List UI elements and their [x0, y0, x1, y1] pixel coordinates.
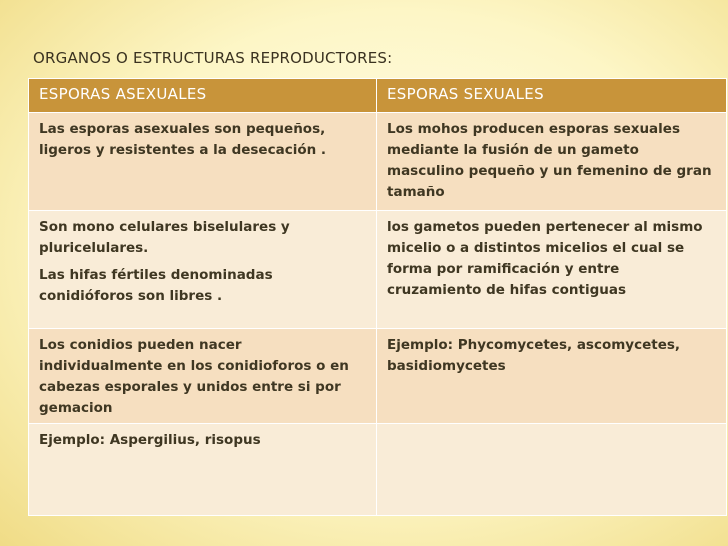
table-cell-sexual — [377, 211, 727, 329]
table-row — [29, 329, 727, 424]
cell-text: Las hifas fértiles denominadas conidióforos son libres . — [39, 267, 273, 304]
cell-text: los gametos pueden pertenecer al mismo micelio o a distintos micelios el cual se forma por ramificación y entre cruzamiento de hifas contiguas — [387, 219, 703, 298]
cell-text: Ejemplo: Aspergilius, risopus — [39, 432, 261, 448]
table-header-row — [29, 79, 727, 113]
header-sexual-spores: ESPORAS SEXUALES — [377, 79, 727, 113]
table-cell-asexual — [29, 329, 377, 424]
cell-text: Los conidios pueden nacer individualmente en los conidioforos o en cabezas esporales y unidos entre si por gemacion — [39, 337, 349, 416]
cell-text: Ejemplo: Phycomycetes, ascomycetes, basidiomycetes — [387, 337, 681, 374]
table-row — [29, 113, 727, 211]
cell-text: Los mohos producen esporas sexuales mediante la fusión de un gameto masculino pequeño y un femenino de gran tamaño — [387, 121, 712, 200]
table-cell-sexual — [377, 329, 727, 424]
slide-title: ORGANOS O ESTRUCTURAS REPRODUCTORES: — [33, 49, 393, 67]
cell-text: Las esporas asexuales son pequeños, ligeros y resistentes a la desecación . — [39, 121, 327, 158]
cell-text: Son mono celulares biselulares y pluricelulares. — [39, 219, 290, 256]
table-row — [29, 424, 727, 516]
table-cell-sexual — [377, 424, 727, 516]
spores-table — [28, 78, 727, 516]
header-asexual-spores: ESPORAS ASEXUALES — [29, 79, 377, 113]
table-cell-asexual — [29, 113, 377, 211]
table-row — [29, 211, 727, 329]
table-cell-sexual — [377, 113, 727, 211]
table-cell-asexual — [29, 211, 377, 329]
table-cell-asexual — [29, 424, 377, 516]
